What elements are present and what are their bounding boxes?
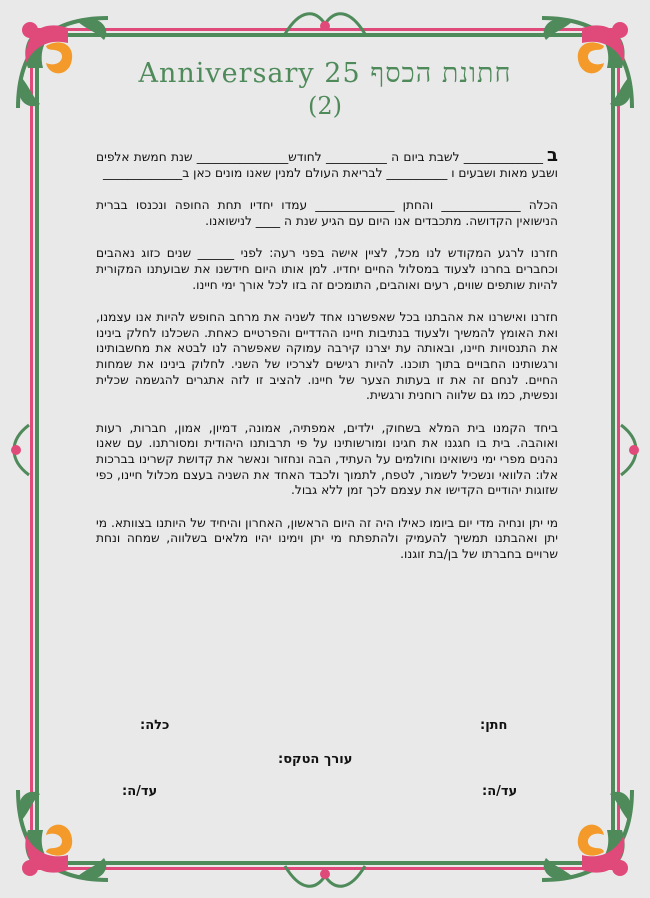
groom-signature-label: חתן: bbox=[480, 718, 508, 733]
witness-signature-label: עד/ה: bbox=[482, 784, 518, 799]
corner-ornament-icon bbox=[532, 780, 642, 890]
paragraph bbox=[96, 246, 558, 293]
paragraph bbox=[96, 516, 558, 563]
document-subtitle: (2) bbox=[308, 92, 342, 120]
bride-signature-label: כלה: bbox=[140, 718, 170, 733]
bottom-center-ornament-icon bbox=[280, 856, 370, 896]
paragraph-text: חזרנו לרגע המקודש לנו מכל, לציין אישה בפני רעה: לפני ______ שנים כזוג נאהבים וכחברים בחרנו לצעוד במסלול החיים יחדיו. למן אותו היום חידשנו את שבועתנו המקורית להיות שותפים שווים, רעים ואוהבים, התומכים זה בזו לכל אורך ימי חיינו. bbox=[96, 246, 558, 292]
officiant-signature-label: עורך הטקס: bbox=[278, 752, 353, 767]
paragraph-lead-letter: ב bbox=[547, 145, 558, 166]
paragraph-text: הכלה _____________ והחתן _____________ עמדו יחדיו תחת החופה ונכנסו בברית הנישואין הקדושה. מתכבדים אנו היום עם הגיע שנת ה ____ לנישואנו. bbox=[96, 198, 558, 228]
paragraph-text: חזרנו ואישרנו את אהבתנו בכל שאפשרנו אחד לשניה את מרחב החופש להיות אנו עצמנו, ואת האומץ להמשיך ולצעוד בנתיבות חיינו ההדדיים והפרטיים כאחת. השכלנו לחלק בינינו את התנסויות חיינו, ובאותה עת יצרנו קירבה עמוקה שאפשרה לנו לבטא את מחשבותינו ורגשותינו החבויים בתוך תוכנו. להיות רגישים לצרכיו של השני. לחלוק בינינו את שמחות החיים. לנחם זה את זו בעתות הצער של חיינו. להציב זו לזה אתגרים להגשמה שכלית ונפשית, כמו גם שלווה רוחנית ורגשית. bbox=[96, 310, 558, 403]
paragraph-text: ביחד הקמנו בית המלא בשחוק, ילדים, אמפתיה, אמונה, דמיון, אמון, חברות, רעות ואוהבה. בית בו חגגנו את חגינו ומורשותינו על פי תרבותנו היהודית ומסורתנו. עם שאנו נהנים מפרי ימי נישואינו וחולמים על העתיד, הבה ונחזור ונאשר את קדושת קשרינו בברכות אלו: הלוואי ונשכיל לשמור, לטפח, לתמוך ולכבד האחד את השניה בעצם מכלול חיינו, כפי שזוגות יהודיים הקדישו את עצמם לכך זמן ללא גבול. bbox=[96, 420, 558, 498]
corner-ornament-icon bbox=[8, 780, 118, 890]
paragraph bbox=[96, 421, 558, 499]
paragraph-text: מי יתן ונחיה מדי יום ביומו כאילו היה זה היום הראשון, האחרון והיחיד של היותנו בצוותא. מי יתן ואהבתנו תמשיך להעמיק ולהתפתח מי יתן וימינו יהיו מלאים בשלווה, שמחה ונחת שרויים בחברתו של בן/בת זוגנו. bbox=[96, 515, 558, 561]
document-title: Anniversary 25 חתונת הכסף bbox=[138, 58, 512, 89]
witness-signature-label: עד/ה: bbox=[122, 784, 158, 799]
document-body bbox=[96, 145, 558, 579]
right-side-ornament-icon bbox=[616, 420, 646, 480]
paragraph bbox=[96, 145, 558, 181]
paragraph bbox=[96, 198, 558, 229]
left-side-ornament-icon bbox=[4, 420, 34, 480]
top-center-ornament-icon bbox=[280, 4, 370, 44]
paragraph-text: _____________ לשבת ביום ה __________ לחודש_______________ שנת חמשת אלפים ושבע מאות ושבעים ו __________ לבריאת העולם למנין שאנו מונים כאן ב_____________ bbox=[96, 150, 558, 180]
paragraph bbox=[96, 310, 558, 404]
